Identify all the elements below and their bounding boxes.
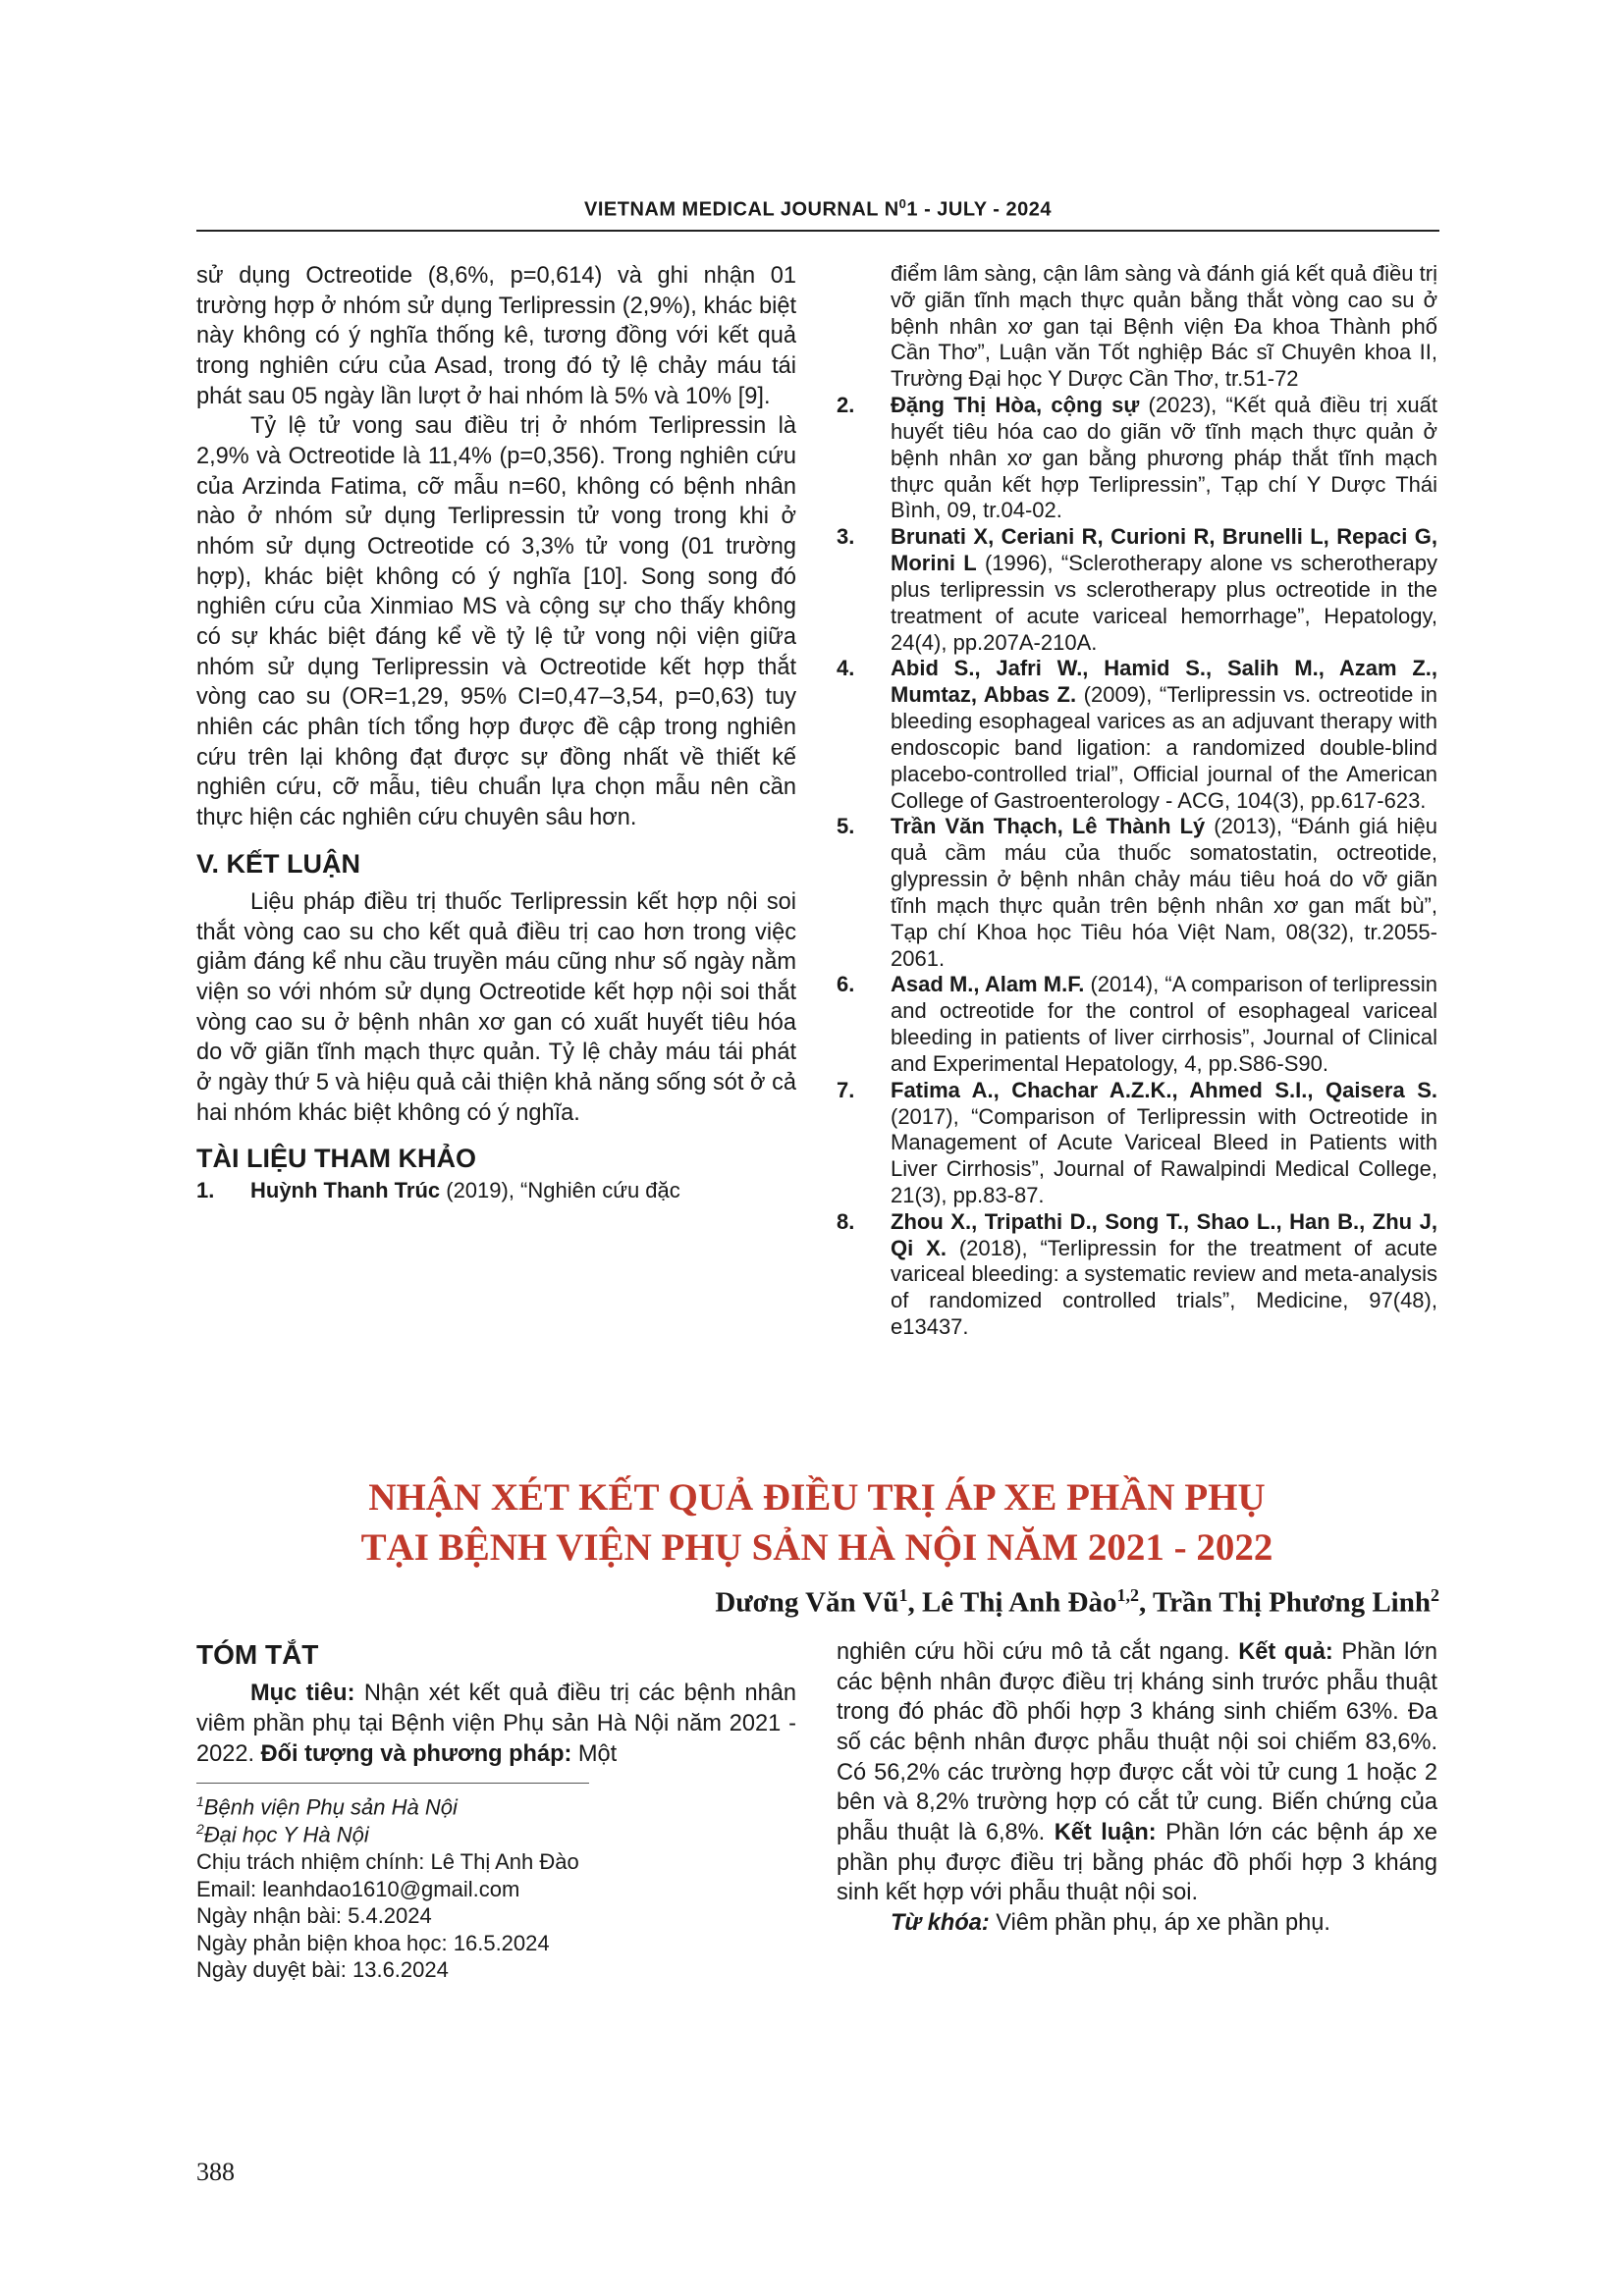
author-2: Lê Thị Anh Đào xyxy=(921,1586,1117,1619)
abstract-heading: TÓM TẮT xyxy=(196,1639,319,1670)
affiliation-1-mark: 1 xyxy=(196,1793,204,1810)
methods-continued: nghiên cứu hồi cứu mô tả cắt ngang. xyxy=(837,1639,1239,1665)
results-text: Phần lớn các bệnh nhân được điều trị kháng sinh trước phẫu thuật trong đó phác đồ phối hợp 3 kháng sinh chiếm 63%. Đa số các bệnh nhân được phẫu thuật nội soi chiếm 83,6%. Có 56,2% các trường hợp được cắt vòi tử cung 1 hoặc 2 bên và 8,2% trường hợp có cắt tử cung. Biến chứng của phẫu thuật là 6,8%. xyxy=(837,1639,1437,1846)
reference-number: 1. xyxy=(196,1178,215,1203)
objective-label: Mục tiêu: xyxy=(250,1681,355,1707)
reference-text: (2018), “Terlipressin for the treatment of acute variceal bleeding: a systematic review and meta-analysis of randomized controlled trials”, Medicine, 97(48), e13437. xyxy=(891,1235,1437,1340)
reference-text: (2023), “Kết quả điều trị xuất huyết tiêu hóa cao do giãn vỡ tĩnh mạch thực quản ở bệnh nhân xơ gan bằng phương pháp thắt tĩnh mạch thực quản kết hợp Terlipressin”, Tạp chí Y Dược Thái Bình, 09, tr.04-02. xyxy=(891,393,1437,523)
author-2-affiliation: 1,2 xyxy=(1116,1585,1139,1605)
footnote-divider xyxy=(196,1783,589,1784)
reference-authors: Brunati X, Ceriani R, Curioni R, Brunelli L, Repaci G, Morini L xyxy=(891,524,1437,576)
article-title xyxy=(196,1472,1437,1574)
reference-item-1-continued: điểm lâm sàng, cận lâm sàng và đánh giá kết quả điều trị vỡ giãn tĩnh mạch thực quản bằng thắt vòng cao su ở bệnh nhân xơ gan tại Bệnh viện Đa khoa Thành phố Cần Thơ”, Luận văn Tốt nghiệp Bác sĩ Chuyên khoa II, Trường Đại học Y Dược Cần Thơ, tr.51-72 xyxy=(891,261,1437,392)
author-1: Dương Văn Vũ xyxy=(715,1586,899,1619)
right-column xyxy=(837,261,1437,1341)
reference-item-7 xyxy=(837,1078,1437,1209)
reference-number: 8. xyxy=(837,1208,855,1234)
objective-text: Nhận xét kết quả điều trị các bệnh nhân viêm phần phụ tại Bệnh viện Phụ sản Hà Nội năm 2021 - 2022. xyxy=(196,1681,797,1767)
reference-text: (2013), “Đánh giá hiệu quả cầm máu của thuốc somatostatin, octreotide, glypressin ở bệnh nhân chảy máu tiêu hoá do vỡ giãn tĩnh mạch thực quản trên bệnh nhân xơ gan mất bù”, Tạp chí Khoa học Tiêu hóa Việt Nam, 08(32), tr.2055-2061. xyxy=(891,814,1437,971)
keywords-text: Viêm phần phụ, áp xe phần phụ. xyxy=(989,1910,1330,1937)
reference-item-6 xyxy=(837,972,1437,1077)
keywords xyxy=(837,1908,1437,1939)
reference-text: (2019), “Nghiên cứu đặc xyxy=(440,1178,680,1203)
date-accepted: Ngày duyệt bài: 13.6.2024 xyxy=(196,1957,449,1983)
abstract-objective xyxy=(196,1679,796,1769)
conclusion-paragraph: Liệu pháp điều trị thuốc Terlipressin kết hợp nội soi thắt vòng cao su cho kết quả điều trị cao hơn trong việc giảm đáng kể nhu cầu truyền máu cũng như số ngày nằm viện so với nhóm sử dụng Octreotide kết hợp nội soi thắt vòng cao su ở bệnh nhân xơ gan có xuất huyết tiêu hóa do vỡ giãn tĩnh mạch thực quản. Tỷ lệ chảy máu tái phát ở ngày thứ 5 và hiệu quả cải thiện khả năng sống sót ở cả hai nhóm khác biệt không có ý nghĩa. xyxy=(196,888,796,1126)
affiliation-2-mark: 2 xyxy=(196,1821,204,1838)
left-column xyxy=(196,261,796,1204)
article-title-line-1: NHẬN XÉT KẾT QUẢ ĐIỀU TRỊ ÁP XE PHẦN PHỤ xyxy=(368,1476,1266,1519)
reference-number: 3. xyxy=(837,524,855,550)
author-list: Dương Văn $Vũ^1$, Lê Thị Anh Đào$^{1,2}$, Trần Thị Phương Linh$^2$ xyxy=(715,1585,1439,1619)
corresponding-author: Chịu trách nhiệm chính: Lê Thị Anh Đào xyxy=(196,1849,579,1875)
reference-authors: Abid S., Jafri W., Hamid S., Salih M., Azam Z., Mumtaz, Abbas Z. xyxy=(891,656,1437,708)
reference-item-8 xyxy=(837,1209,1437,1341)
reference-authors: Huỳnh Thanh Trúc xyxy=(250,1178,441,1203)
affiliation-1 xyxy=(196,1793,796,1821)
reference-text: (2017), “Comparison of Terlipressin with Octreotide in Management of Acute Variceal Bleed in Patients with Liver Cirrhosis”, Journal of Rawalpindi Medical College, 21(3), pp.83-87. xyxy=(891,1103,1437,1207)
results-label: Kết quả: xyxy=(1238,1639,1333,1665)
references-heading: TÀI LIỆU THAM KHẢO xyxy=(196,1144,476,1174)
reference-text: (2009), “Terlipressin vs. octreotide in bleeding esophageal varices as an adjuvant therapy with endoscopic band ligation: a randomized double-blind placebo-controlled trial”, Official journal of the American College of Gastroenterology - ACG, 104(3), pp.617-623. xyxy=(891,682,1438,813)
author-1-affiliation: 1 xyxy=(898,1585,908,1605)
reference-number: 6. xyxy=(837,972,855,997)
keywords-label: Từ khóa: xyxy=(891,1910,990,1937)
reference-number: 5. xyxy=(837,814,855,839)
abstract-conclusion-label: Kết luận: xyxy=(1054,1820,1157,1846)
abstract-results xyxy=(837,1637,1437,1908)
journal-name: VIETNAM MEDICAL JOURNAL N xyxy=(584,198,899,221)
reference-list xyxy=(837,393,1437,1341)
abstract-conclusion-text: Phần lớn các bệnh áp xe phần phụ được điều trị bằng phác đồ phối hợp 3 kháng sinh kết hợp với phẫu thuật nội soi. xyxy=(837,1820,1437,1906)
methods-label: Đối tượng và phương pháp: xyxy=(260,1740,572,1767)
reference-authors: Asad M., Alam M.F. xyxy=(891,972,1085,997)
section-heading-conclusion: V. KẾT LUẬN xyxy=(196,848,361,879)
issue-date: 1 - JULY - 2024 xyxy=(906,198,1052,221)
reference-number: 2. xyxy=(837,393,855,418)
date-received: Ngày nhận bài: 5.4.2024 xyxy=(196,1903,432,1929)
page-number: 388 xyxy=(196,2158,235,2186)
abstract-left-column xyxy=(196,1637,796,1984)
discussion-paragraph-2: Tỷ lệ tử vong sau điều trị ở nhóm Terlipressin là 2,9% và Octreotide là 11,4% (p=0,356). Trong nghiên cứu của Arzinda Fatima, cỡ mẫu n=60, không có bệnh nhân nào ở nhóm sử dụng Terlipressin tử vong trong khi ở nhóm sử dụng Octreotide có 3,3% tử vong (01 trường hợp), khác biệt không có ý nghĩa [10]. Song song đó nghiên cứu của Xinmiao MS và cộng sự cho thấy không có sự khác biệt đáng kể về tỷ lệ tử vong nội viện giữa nhóm sử dụng Terlipressin và Octreotide kết hợp thắt vòng cao su (OR=1,29, 95% CI=0,47–3,54, p=0,63) tuy nhiên các phân tích tổng hợp được đề cập trong nghiên cứu trên lại không đạt được sự đồng nhất về thiết kế nghiên cứu, cỡ mẫu, tiêu chuẩn lựa chọn mẫu nên cần thực hiện các nghiên cứu chuyên sâu hơn. xyxy=(196,413,796,831)
affiliation-1-text: Bệnh viện Phụ sản Hà Nội xyxy=(203,1794,458,1820)
affiliation-2 xyxy=(196,1821,796,1848)
author-3-affiliation: 2 xyxy=(1431,1585,1439,1605)
article-title-line-2: TẠI BỆNH VIỆN PHỤ SẢN HÀ NỘI NĂM 2021 - 2022 xyxy=(360,1526,1273,1570)
corresponding-email: Email: leanhdao1610@gmail.com xyxy=(196,1876,520,1901)
reference-item-3 xyxy=(837,524,1437,656)
running-header xyxy=(196,196,1439,232)
reference-item-5 xyxy=(837,814,1437,972)
abstract-right-column xyxy=(837,1637,1437,1939)
discussion-paragraph-1: sử dụng Octreotide (8,6%, p=0,614) và ghi nhận 01 trường hợp ở nhóm sử dụng Terlipressin (2,9%), khác biệt này không có ý nghĩa thống kê, tương đồng với kết quả trong nghiên cứu của Asad, trong đó tỷ lệ chảy máu tái phát sau 05 ngày lần lượt ở hai nhóm là 5% và 10% [9]. xyxy=(196,263,796,409)
reference-authors: Đặng Thị Hòa, cộng sự xyxy=(891,393,1140,418)
author-3: Trần Thị Phương Linh xyxy=(1152,1586,1431,1619)
reference-authors: Trần Văn Thạch, Lê Thành Lý xyxy=(891,814,1206,839)
reference-number: 7. xyxy=(837,1077,855,1102)
issue-superscript: 0 xyxy=(898,196,907,211)
article-info xyxy=(196,1793,796,1983)
reference-authors: Zhou X., Tripathi D., Song T., Shao L., Han B., Zhu J, Qi X. xyxy=(891,1208,1437,1260)
reference-authors: Fatima A., Chachar A.Z.K., Ahmed S.I., Qaisera S. xyxy=(891,1077,1437,1102)
reference-text: (2014), “A comparison of terlipressin and octreotide for the control of esophageal variceal bleeding in patients of liver cirrhosis”, Journal of Clinical and Experimental Hepatology, 4, pp.S86-S90. xyxy=(891,972,1437,1076)
methods-text: Một xyxy=(571,1740,618,1767)
reference-text: (1996), “Sclerotherapy alone vs scherotherapy plus terlipressin vs sclerotherapy plus octreotide in the treatment of acute variceal hemorrhage”, Hepatology, 24(4), pp.207A-210A. xyxy=(891,551,1437,655)
reference-item-2 xyxy=(837,393,1437,524)
journal-header-text xyxy=(196,196,1439,222)
date-reviewed: Ngày phản biện khoa học: 16.5.2024 xyxy=(196,1930,550,1955)
affiliation-2-text: Đại học Y Hà Nội xyxy=(203,1822,369,1847)
reference-item-4 xyxy=(837,656,1437,814)
reference-item-1 xyxy=(196,1178,796,1204)
reference-number: 4. xyxy=(837,656,855,681)
